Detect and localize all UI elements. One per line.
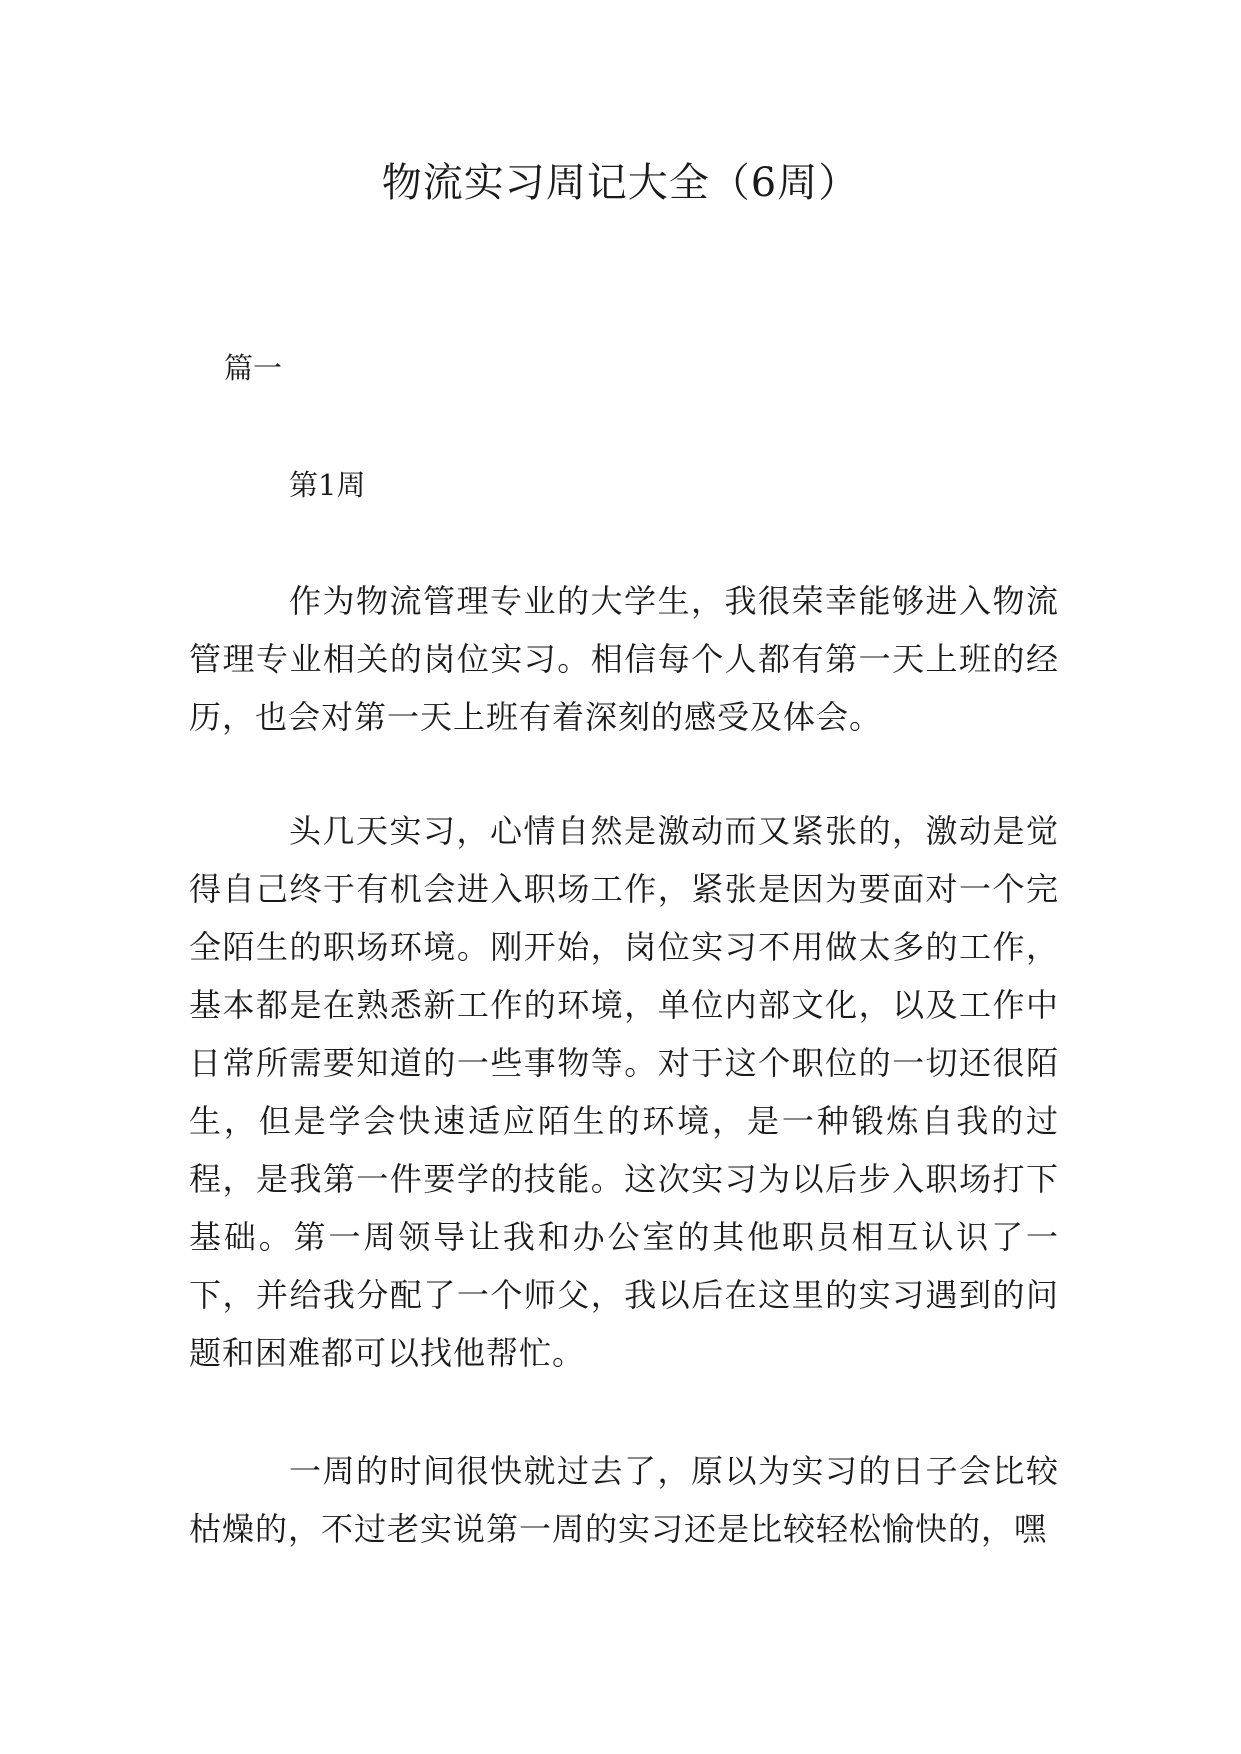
week-label: 第1周 (289, 468, 366, 502)
section-label: 篇一 (224, 351, 283, 385)
document-title: 物流实习周记大全（6周） (381, 160, 860, 206)
paragraph-2: 头几天实习，心情自然是激动而又紧张的，激动是觉得自己终于有机会进入职场工作，紧张是因为要面对一个完全陌生的职场环境。刚开始，岗位实习不用做太多的工作，基本都是在熟悉新工作的环境，单位内部文化，以及工作中日常所需要知道的一些事物等。对于这个职位的一切还很陌生，但是学会快速适应陌生的环境，是一种锻炼自我的过程，是我第一件要学的技能。这次实习为以后步入职场打下基础。第一周领导让我和办公室的其他职员相互认识了一下，并给我分配了一个师父，我以后在这里的实习遇到的问题和困难都可以找他帮忙。 (189, 812, 1059, 1372)
paragraph-1: 作为物流管理专业的大学生，我很荣幸能够进入物流管理专业相关的岗位实习。相信每个人都有第一天上班的经历，也会对第一天上班有着深刻的感受及体会。 (189, 582, 1059, 736)
paragraph-3: 一周的时间很快就过去了，原以为实习的日子会比较枯燥的，不过老实说第一周的实习还是比较轻松愉快的，嘿 (189, 1452, 1059, 1548)
